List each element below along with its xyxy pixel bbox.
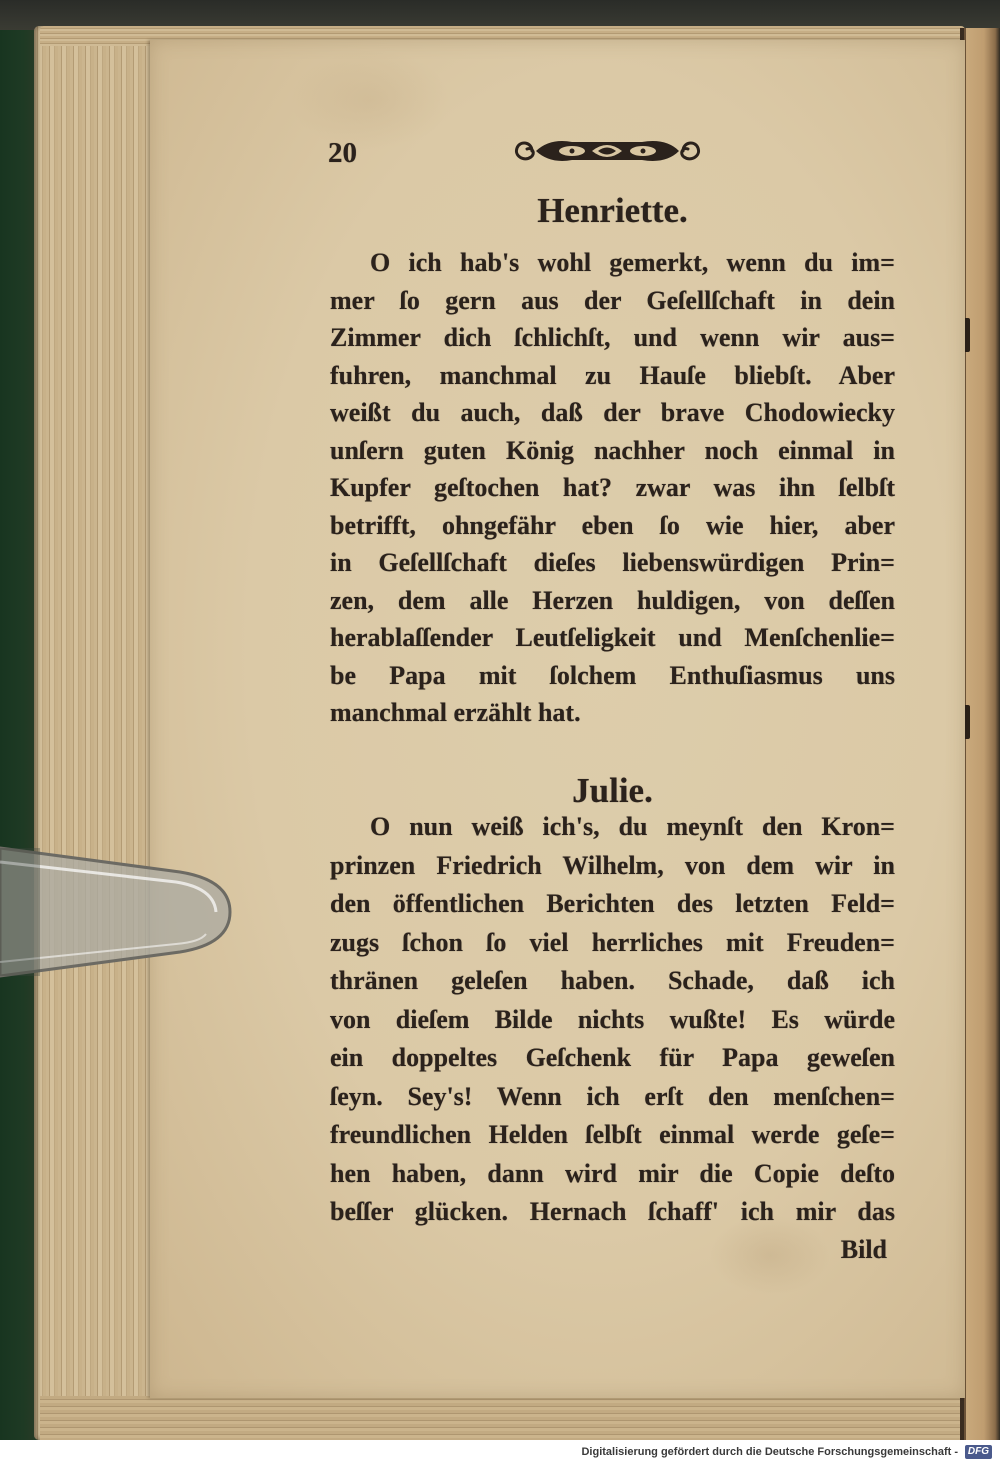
- speaker-heading-henriette: Henriette.: [537, 191, 688, 230]
- page-clip: [0, 838, 236, 986]
- text-line: betrifft, ohngefähr eben ſo wie hier, aber: [330, 510, 895, 540]
- text-line: herablaſſender Leutſeligkeit und Menſchenlie=: [330, 623, 895, 652]
- catchword: Bild: [840, 1235, 887, 1264]
- text-line: freundlichen Helden ſelbſt einmal werde geſe=: [330, 1120, 895, 1149]
- text-line: hen haben, dann wird mir die Copie deſto: [330, 1158, 895, 1188]
- footer-bar: [0, 1440, 1000, 1464]
- speaker-heading-julie: Julie.: [572, 771, 653, 810]
- paragraph-julie: [330, 808, 895, 1232]
- text-line: prinzen Friedrich Wilhelm, von dem wir in: [330, 850, 895, 880]
- text-line: unſern guten König nachher noch einmal in: [330, 435, 895, 465]
- text-line: weißt du auch, daß der brave Chodowiecky: [330, 398, 895, 427]
- text-line: Kupfer geſtochen hat? zwar was ihn ſelbſt: [330, 473, 895, 502]
- text-line: den öffentlichen Berichten des letzten Feld=: [330, 889, 895, 918]
- text-line: in Geſellſchaft dieſes liebenswürdigen Prin=: [330, 548, 895, 577]
- text-line: fuhren, manchmal zu Hauſe bliebſt. Aber: [330, 360, 895, 390]
- funding-credit: Digitalisierung gefördert durch die Deutsche Forschungsgemeinschaft -: [581, 1446, 958, 1458]
- text-line: beſſer glücken. Hernach ſchaff' ich mir das: [330, 1197, 895, 1226]
- text-line: mer ſo gern aus der Geſellſchaft in dein: [330, 285, 895, 315]
- text-line: von dieſem Bilde nichts wußte! Es würde: [330, 1004, 895, 1034]
- text-line: O ich hab's wohl gemerkt, wenn du im=: [370, 248, 895, 277]
- text-line: Zimmer dich ſchlichſt, und wenn wir aus=: [330, 323, 895, 352]
- text-line: O nun weiß ich's, du meynſt den Kron=: [370, 812, 895, 841]
- page-stack-bottom: [40, 1396, 970, 1440]
- text-line: zugs ſchon ſo viel herrliches mit Freuden=: [330, 927, 895, 957]
- text-line: manchmal erzählt hat.: [330, 698, 581, 727]
- paragraph-henriette: [330, 244, 895, 732]
- book-page: [150, 40, 965, 1398]
- text-line: ein doppeltes Geſchenk für Papa geweſen: [330, 1043, 895, 1072]
- text-line: zen, dem alle Herzen huldigen, von deſſen: [330, 585, 895, 615]
- dfg-logo: DFG: [965, 1445, 992, 1459]
- text-line: ſeyn. Sey's! Wenn ich erſt den menſchen=: [330, 1081, 895, 1111]
- text-line: be Papa mit ſolchem Enthuſiasmus uns: [330, 660, 895, 690]
- ornament-icon: [510, 130, 705, 172]
- page-number: 20: [328, 137, 357, 169]
- text-line: thränen geleſen haben. Schade, daß ich: [330, 966, 895, 995]
